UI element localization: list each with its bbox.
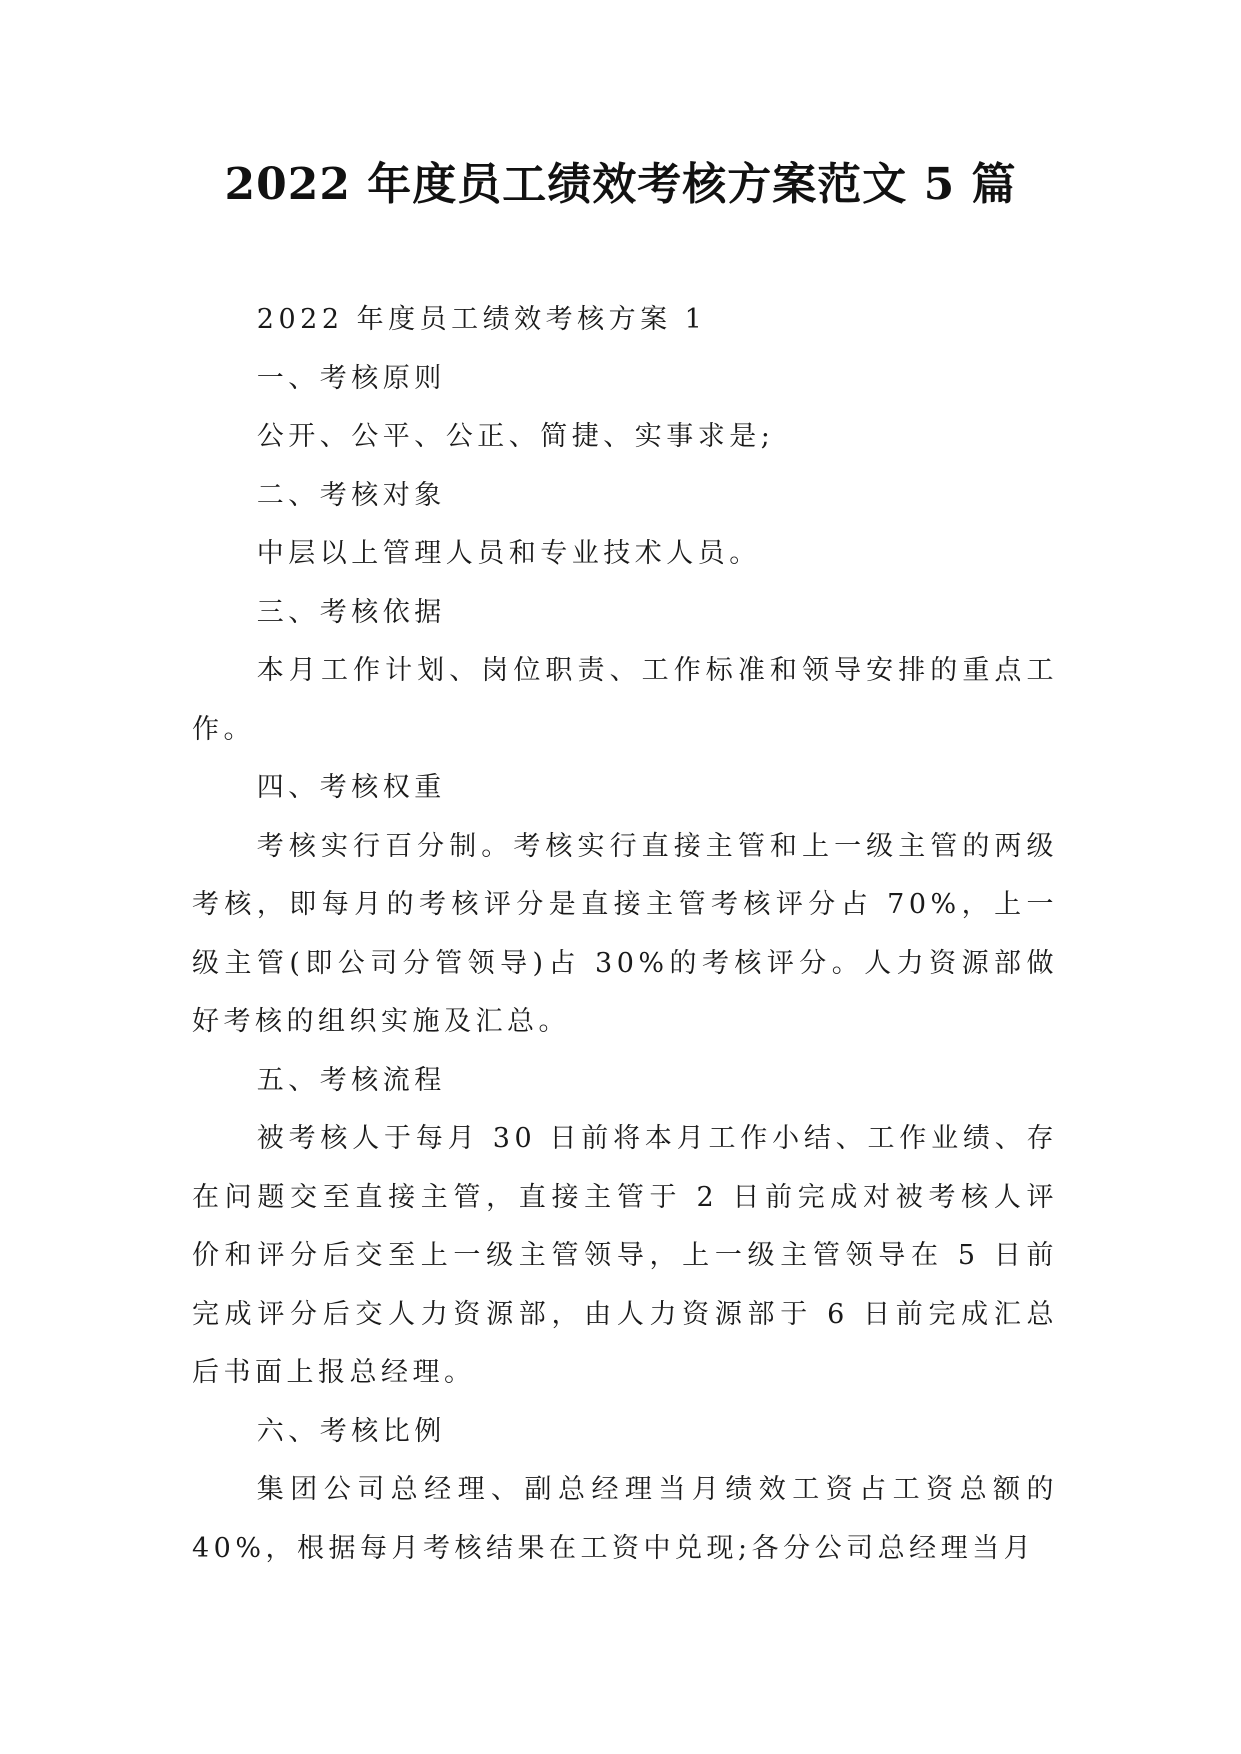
section-heading-ratio: 六、考核比例 [256,1415,446,1447]
paragraph-ratio: 集团公司总经理、副总经理当月绩效工资占工资总额的 40%，根据每月考核结果在工资中兑现;各分公司总经理当月 [192,1474,1058,1564]
document-title: 2022 年度员工绩效考核方案范文 5 篇 [224,159,1017,210]
paragraph-process: 被考核人于每月 30 日前将本月工作小结、工作业绩、存在问题交至直接主管，直接主管于 2 日前完成对被考核人评价和评分后交至上一级主管领导，上一级主管领导在 5 日前完成评分后交人力资源部，由人力资源部于 6 日前完成汇总后书面上报总经理。 [192,1123,1058,1388]
section-heading-process: 五、考核流程 [256,1064,446,1096]
paragraph-principles: 公开、公平、公正、简捷、实事求是; [256,421,775,452]
document-body [192,291,1058,1578]
section-heading-targets: 二、考核对象 [256,479,446,511]
paragraph-basis: 本月工作计划、岗位职责、工作标准和领导安排的重点工作。 [192,655,1058,745]
section-heading-basis: 三、考核依据 [256,596,446,628]
section-heading-plan-1: 2022 年度员工绩效考核方案 1 [256,304,707,335]
section-heading-principles: 一、考核原则 [256,362,446,394]
paragraph-targets: 中层以上管理人员和专业技术人员。 [256,538,761,569]
paragraph-weights: 考核实行百分制。考核实行直接主管和上一级主管的两级考核，即每月的考核评分是直接主管考核评分占 70%，上一级主管(即公司分管领导)占 30%的考核评分。人力资源部做好考核的组织实施及汇总。 [192,830,1058,1037]
section-heading-weights: 四、考核权重 [256,772,446,803]
